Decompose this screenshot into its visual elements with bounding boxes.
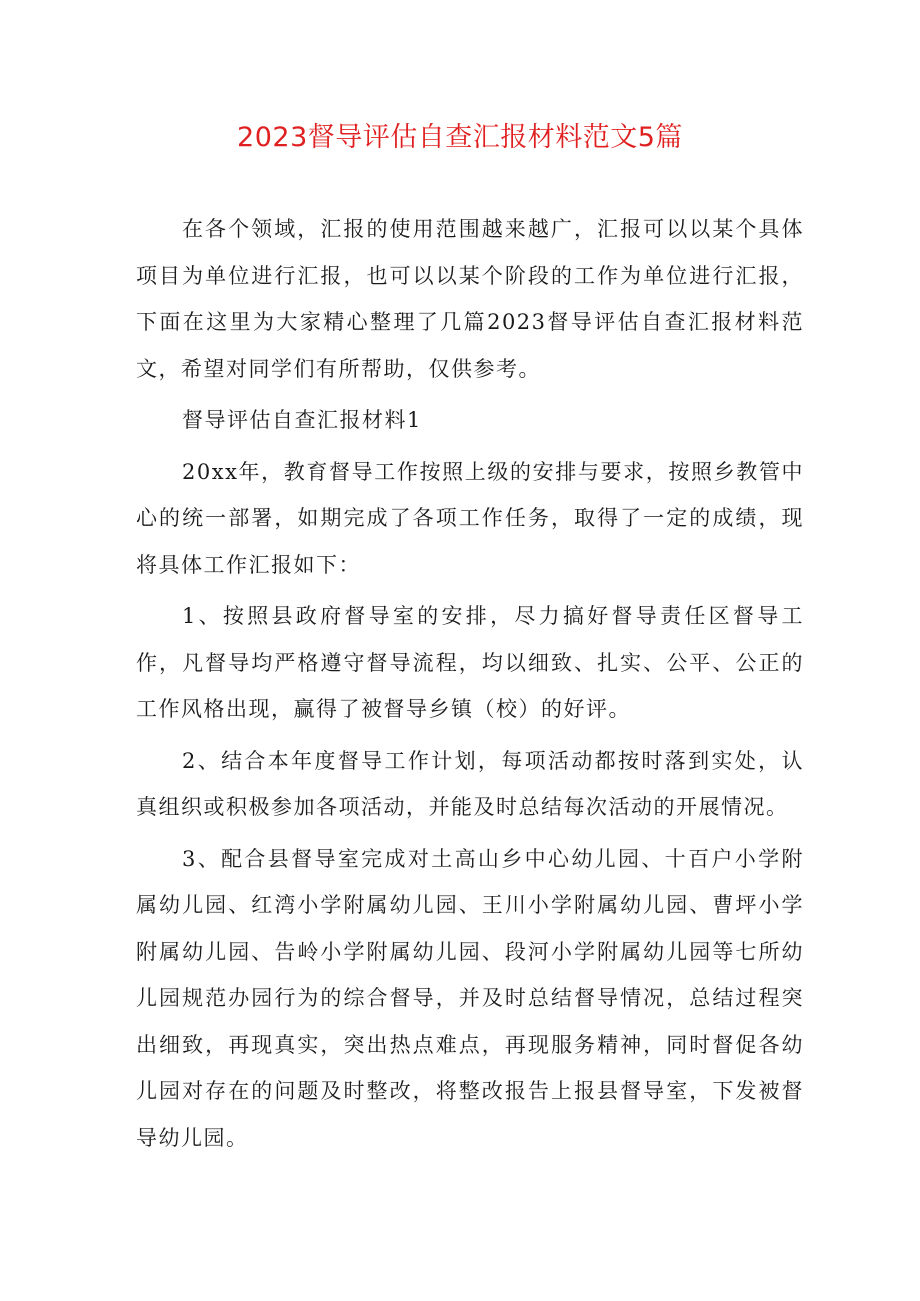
document-body: [136, 206, 804, 1161]
body-paragraph: 20xx年，教育督导工作按照上级的安排与要求，按照乡教管中心的统一部署，如期完成了各项工作任务，取得了一定的成绩，现将具体工作汇报如下：: [136, 459, 804, 577]
body-paragraph: 1、按照县政府督导室的安排，尽力搞好督导责任区督导工作，凡督导均严格遵守督导流程，均以细致、扎实、公平、公正的工作风格出现，赢得了被督导乡镇（校）的好评。: [136, 604, 804, 721]
body-paragraph: 3、配合县督导室完成对土高山乡中心幼儿园、十百户小学附属幼儿园、红湾小学附属幼儿园、王川小学附属幼儿园、曹坪小学附属幼儿园、告岭小学附属幼儿园、段河小学附属幼儿园等七所幼儿园规范办园行为的综合督导，并及时总结督导情况，总结过程突出细致，再现真实，突出热点难点，再现服务精神，同时督促各幼儿园对存在的问题及时整改，将整改报告上报县督导室，下发被督导幼儿园。: [136, 846, 804, 1150]
body-paragraph: 2、结合本年度督导工作计划，每项活动都按时落到实处，认真组织或积极参加各项活动，并能及时总结每次活动的开展情况。: [136, 748, 804, 819]
section-heading: 督导评估自查汇报材料1: [182, 408, 422, 432]
page-title: 2023督导评估自查汇报材料范文5篇: [237, 122, 683, 153]
intro-paragraph: 在各个领域，汇报的使用范围越来越广，汇报可以以某个具体项目为单位进行汇报，也可以以某个阶段的工作为单位进行汇报，下面在这里为大家精心整理了几篇2023督导评估自查汇报材料范文，希望对同学们有所帮助，仅供参考。: [136, 217, 804, 381]
